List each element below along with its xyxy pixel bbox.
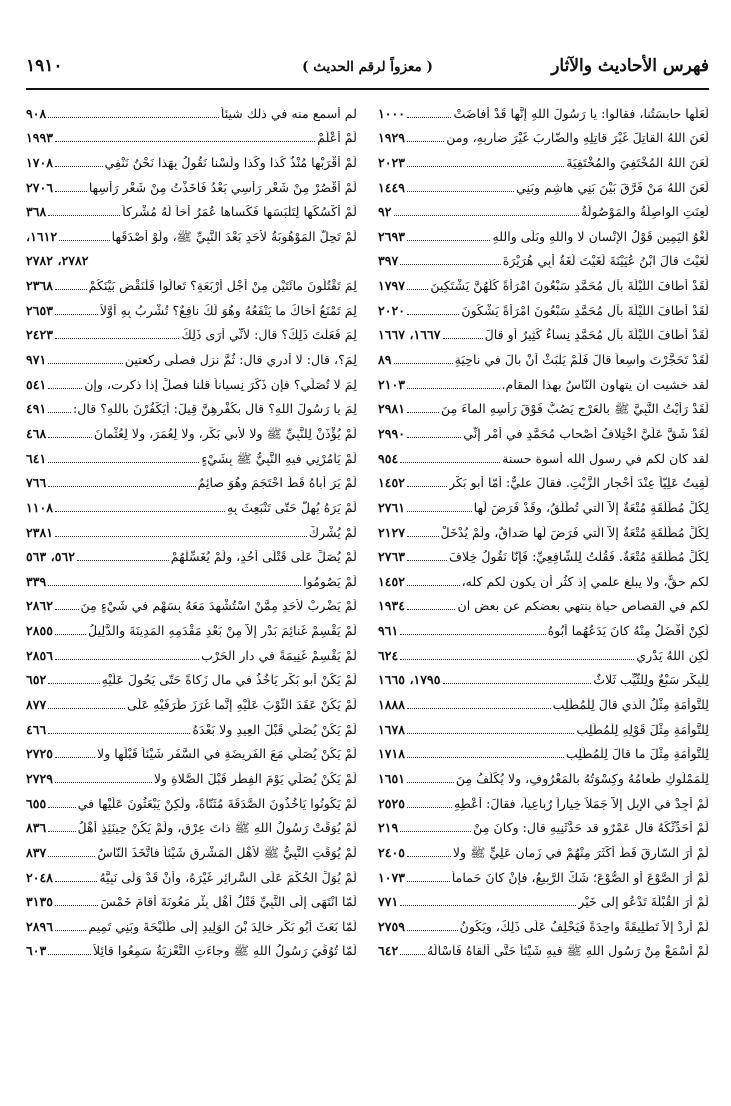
hadith-number: ٩٥٤ (378, 450, 399, 466)
dot-leader (407, 141, 444, 142)
entry-text: لَمْ يَأْمُرْنِي فيهِ النَّبِيُّ ﷺ بِشَيْءٍ (201, 451, 357, 466)
dot-leader (55, 881, 97, 882)
entry-text: لقد خشيت ان يتهاون النّاسُ بهذا المقام. (501, 377, 709, 392)
hadith-number: ١٤٥٢ (378, 573, 406, 589)
entry-text: لَمْ أَعْلَمْ (317, 131, 357, 146)
entry-text: لِكُلِّ مُطَلَّقَةٍ مُتْعَةٌ. فَقُلْتُ لِلشّافِعِيِّ: فَإنّا نَقُولُ خِلافَ (448, 550, 709, 565)
entry-text: لكم في القصاص حياة ينتهي بعضكم عن بعض ان (457, 599, 709, 614)
hadith-number: ٢٧٢٩ (26, 770, 54, 786)
dot-leader (55, 634, 86, 635)
index-entry (26, 540, 357, 565)
hadith-number: ٢١٩ (378, 820, 399, 836)
hadith-number: ١١٠٨ (26, 499, 54, 515)
hadith-number: ٢٦٥٣ (26, 302, 54, 318)
dot-leader (407, 881, 450, 882)
index-entry (378, 96, 709, 121)
dot-leader (48, 733, 190, 734)
entry-text: لَمْ أَكْسُكَها لِتَلْبَسَها فَكَساها عُمَرُ أَخاً لَهُ مُشْرِكاً (122, 205, 357, 220)
dot-leader (407, 708, 551, 709)
dot-leader (394, 363, 453, 364)
index-entry (378, 638, 709, 663)
dot-leader (59, 240, 110, 241)
hadith-number: ٩٠٨ (26, 105, 47, 121)
hadith-number: ١٩٣٤ (378, 598, 406, 614)
dot-leader (48, 856, 95, 857)
entry-text: لَمْ يَصُومُوا (303, 574, 357, 589)
dot-leader (55, 609, 78, 610)
dot-leader (55, 905, 98, 906)
dot-leader (400, 831, 471, 832)
dot-leader (48, 363, 123, 364)
index-entry (26, 811, 357, 836)
index-entry (378, 811, 709, 836)
dot-leader (48, 831, 75, 832)
dot-leader (394, 215, 579, 216)
hadith-number: ٨٣٦ (26, 820, 47, 836)
dot-leader (443, 683, 592, 684)
index-entry (378, 934, 709, 959)
hadith-number: ٩٧١ (26, 352, 47, 368)
index-entry (378, 589, 709, 614)
dot-leader (48, 437, 92, 438)
hadith-number: ١٠٠٠ (378, 105, 406, 121)
entry-text: لم أسمع منه في ذلك شيئاً (220, 106, 357, 121)
entry-text: لِمَ تَقْتُلُونَ مائَتَيْنِ مِنْ أَجْلِ أَرْبَعَةٍ؟ تَعالَوا فَلْنَقْضِ بَيْنَكُمْ (88, 279, 357, 294)
dot-leader (48, 388, 82, 389)
dot-leader (48, 807, 75, 808)
hadith-number: ٢٣٦٨ (26, 278, 54, 294)
entry-text: لقد كان لكم في رسول الله أسوة حسنة (502, 451, 709, 466)
index-entry (26, 145, 357, 170)
dot-leader (55, 141, 315, 142)
hadith-number: ٢٧٨٢، ٢٧٨٢ (26, 253, 89, 269)
dot-leader (407, 782, 454, 783)
dot-leader (400, 954, 425, 955)
index-entry (378, 318, 709, 343)
page-number: ١٩١٠ (26, 56, 63, 76)
dot-leader (407, 930, 458, 931)
entry-text: لَمْ أَرَ السّارِقَ قَطُّ أكْثَرَ مِنْهُمْ في زَمانِ عَلِيٍّ ﷺ ولا (452, 845, 709, 860)
dot-leader (407, 609, 455, 610)
dot-leader (55, 659, 199, 660)
hadith-number: ٢٨٥٥ (26, 623, 54, 639)
entry-text: لَمّا تُوُفِّيَ رَسُولُ اللهِ ﷺ وجاءَتِ التَّعْزِيَةُ سَمِعُوا قائِلاً (93, 944, 357, 959)
dot-leader (55, 511, 225, 512)
entry-text: لَقَدْ أَطافَ اللَّيْلَةَ بآلِ مُحَمَّدٍ سَبْعُونَ امْرَأةً يَشْكُونَ (461, 303, 709, 318)
index-entry (378, 392, 709, 417)
hadith-number: ١٦٦٧، ١٦٦٧ (378, 327, 441, 343)
entry-text: لَمْ تَحِلَّ المَوْهُوبَةُ لأحَدٍ بَعْدَ النَّبِيِّ ﷺ، ولَوْ أَصْدَقَها (111, 229, 357, 244)
hadith-number: ١٩٩٣ (26, 130, 54, 146)
dot-leader (407, 757, 564, 758)
entry-text: لَقَدْ شَقَّ عَلَيَّ اخْتِلافُ أَصْحابِ مُحَمَّدٍ في أَمْرٍ إنِّي (463, 426, 709, 441)
dot-leader (407, 388, 499, 389)
dot-leader (407, 437, 461, 438)
entry-text: لَمْ أَسْمَعْ مِنْ رَسُولِ اللهِ ﷺ فيهِ شَيْئاً حَتَّى أَلْقاهُ فَأَسْأَلَهُ (426, 944, 709, 959)
hadith-number: ٢٤٢٣ (26, 327, 54, 343)
entry-text: لَمْ يَكُنْ يُصَلِّي يَوْمَ الفِطْرِ قَبْلَ الصَّلاةِ ولا (153, 771, 357, 786)
entry-text: لَكِنِ اللهُ يَدْرِي (636, 648, 709, 663)
entry-text: لِلتَّوأمَةِ مِثْلُ الَّذي قالَ لِلْمُطَّلِبِ (552, 698, 709, 713)
hadith-number: ٢٧٥٩ (378, 918, 406, 934)
index-entry (26, 219, 357, 244)
hadith-number: ٢٦٩٣ (378, 228, 406, 244)
entry-text: لَمّا بَعَثَ أبُو بَكْرٍ خالِدَ بْنَ الوَلِيدِ إلَى طُلَيْحَةَ وبَنِي تَمِيمٍ (88, 919, 357, 934)
hadith-number: ٣٩٧ (378, 253, 399, 269)
index-entry (26, 909, 357, 934)
entry-text: لَمْ يَكُنْ عَقَدَ الثَّوْبَ عَلَيْهِ إنَّما غَرَزَ طَرَفَيْهِ عَلَى (127, 698, 357, 713)
entry-text: لِلتَّوأمَةِ مِثْلَ ما قالَ لِلْمُطَّلِبِ (565, 747, 709, 762)
dot-leader (55, 191, 87, 192)
hadith-number: ١٦١٢، (26, 228, 58, 244)
index-entry (378, 416, 709, 441)
hadith-number: ٦٠٣ (26, 943, 47, 959)
hadith-number: ١٦٧٨ (378, 721, 406, 737)
index-entry (26, 342, 357, 367)
entry-text: لَمْ أَرَ الصَّوْعَ أو الصُّوْعَ؛ شَكَّ الرَّبِيعُ، فإنْ كانَ حَماماً (451, 870, 709, 885)
entry-text: لِمَ فَعَلْتَ ذَلِكَ؟ قال: لأنِّي أرَى ذَلِكَ (181, 328, 357, 343)
entry-text: لَقَدْ تَحَجَّرْتَ واسِعاً قالَ فَلَمْ يَلْبَثْ أَنْ بالَ في ناحِيَةِ (454, 353, 709, 368)
entry-text: لِكُلِّ مُطَلَّقَةٍ مُتْعَةٌ إلاَّ الَّتي تُطَلَّقُ، وقَدْ فَرَضَ لَها (473, 500, 709, 515)
dot-leader (400, 634, 545, 635)
entry-text: لَمْ يَقْسِمْ غَنائِمَ بَدْرٍ إلاّ مِنْ بَعْدِ مَقْدَمِهِ المَدِينَةَ والدَّلِيلُ (88, 624, 357, 639)
dot-leader (407, 536, 438, 537)
index-entry (378, 613, 709, 638)
index-entry (26, 466, 357, 491)
entry-text: لَمْ يَضْرِبْ لأحَدٍ مِمَّنْ اسْتُشْهِدَ مَعَهُ بِسَهْمٍ في شَيْءٍ مِنَ (80, 599, 357, 614)
dot-leader (48, 954, 91, 955)
index-entry (378, 244, 709, 269)
entry-text: لَمْ أَقْصُرْ مِنْ شَعْرِ رَأْسِي بَعْدُ فَأَخَذْتُ مِنْ شَعْرِ رَأْسِها (88, 180, 357, 195)
entry-text: لَمْ أجِدْ في الإبِلِ إلاّ جَمَلاً خِياراً رُباعِياً، فقالَ: أعْطِهِ (453, 796, 709, 811)
index-entry (26, 638, 357, 663)
hadith-number: ٧٧١ (378, 894, 399, 910)
index-entry (26, 490, 357, 515)
hadith-number: ٢١٢٧ (378, 524, 406, 540)
hadith-number: ١٠٧٣ (378, 869, 406, 885)
entry-text: لَمْ يَكُونُوا يَأْخُذُونَ الصَّدَقَةَ مُثَنّاةً، ولَكِنْ يَبْعَثُونَ عَلَيْها في (77, 796, 357, 811)
hadith-number: ٨٣٧ (26, 844, 47, 860)
entry-text: لَمّا انْتَهَى إلَى النَّبِيِّ قَتْلُ أَهْلِ بِئْرِ مَعُونَةَ أقامَ خَمْسَ (100, 895, 357, 910)
index-entry (378, 219, 709, 244)
index-entry (378, 687, 709, 712)
index-entry (26, 564, 357, 589)
entry-text: لِلْبِكْرِ سَبْعٌ ولِلثَّيِّبِ ثَلاثٌ (593, 673, 709, 688)
dot-leader (55, 536, 307, 537)
index-entry (378, 909, 709, 934)
hadith-number: ٦٥٥ (26, 795, 47, 811)
dot-leader (55, 289, 87, 290)
dot-leader (55, 782, 152, 783)
hadith-number: ٢٤٠٥ (378, 844, 406, 860)
hadith-number: ٢٣٨١ (26, 524, 54, 540)
dot-leader (55, 757, 95, 758)
hadith-number: ٢٧٦١ (378, 499, 406, 515)
hadith-number: ١٩٢٩ (378, 130, 406, 146)
entry-text: لَمْ يَكُنْ يُصَلِّي مَعَ الفَرِيضَةِ في السَّفَرِ شَيْئاً قَبْلَها ولا (97, 747, 357, 762)
dot-leader (48, 585, 301, 586)
index-entry (378, 712, 709, 737)
entry-text: لكم حقٌّ، ولا يبلغ علمي إذ كثُر أن يكون لكم كله، (461, 574, 709, 589)
entry-text: لِلتَّوأمَةِ مِثْلَ قَوْلِهِ لِلْمُطَّلِبِ (576, 722, 709, 737)
index-entry (378, 195, 709, 220)
entry-text: لَعَنَ اللهُ القاتِلَ غَيْرَ قاتِلِهِ والضّارِبَ غَيْرَ ضارِبِهِ، ومن (446, 131, 709, 146)
entry-text: لِمَ؟، قال: لا أدري قال: ثُمَّ نزل فصلّى ركعتين (124, 353, 357, 368)
index-entry (26, 885, 357, 910)
hadith-number: ٣٦٨ (26, 204, 47, 220)
index-entry (378, 835, 709, 860)
entry-text: لَمْ يُوَقِّتْ رَسُولُ اللهِ ﷺ ذاتَ عِرْقٍ، ولَمْ يَكُنْ حِينَئِذٍ أَهْلُ (77, 821, 357, 836)
hadith-number: ٢٠٢٠ (378, 302, 406, 318)
entry-text: لَغْوُ اليَمِينِ قَوْلُ الإنْسانِ لا واللهِ وبَلَى واللهِ (492, 229, 709, 244)
entry-text: لَمْ يُوَلِّ الحُكْمَ عَلَى السَّرائِرِ غَيْرَهُ، وأَنْ قَدْ وَلَّى نَبِيَّهُ (99, 870, 357, 885)
hadith-number: ٤٩١ (26, 401, 47, 417)
hadith-number: ٦٢٤ (378, 647, 399, 663)
index-entry (26, 441, 357, 466)
index-entry (378, 737, 709, 762)
index-entry (26, 195, 357, 220)
entry-text: لِمَ يا رَسُولَ اللهِ؟ قال بكُفْرِهِنَّ قِيلَ: أيَكْفُرْنَ باللهِ؟ قال: (73, 402, 357, 417)
index-entry (26, 589, 357, 614)
hadith-number: ٦٤٢ (378, 943, 399, 959)
index-entry (26, 934, 357, 959)
hadith-number: ٢٠٢٣ (378, 154, 406, 170)
dot-leader (48, 683, 99, 684)
index-entry (378, 786, 709, 811)
index-entry (26, 170, 357, 195)
entry-text: لَمْ يَكُنْ يُصَلِّي قَبْلَ العِيدِ ولا بَعْدَهُ (192, 722, 357, 737)
hadith-number: ١٤٤٩ (378, 179, 406, 195)
dot-leader (407, 314, 459, 315)
entry-text: لَقَدْ رَأَيْتُ النَّبِيَّ ﷺ بالعَرْجِ يَصُبُّ فَوْقَ رَأْسِهِ الماءَ مِنَ (441, 402, 709, 417)
hadith-number: ١٧١٨ (378, 746, 406, 762)
entry-text: لَمْ يُوَقِّتِ النَّبِيُّ ﷺ لأهْلِ المَشْرِقِ شَيْئاً فاتَّخَذَ النّاسُ (97, 845, 357, 860)
dot-leader (407, 856, 451, 857)
index-entry (26, 712, 357, 737)
entry-text: لَمْ يَرَهُ يُهِلُّ حَتّى تَنْبَعِثَ بِهِ (226, 500, 357, 515)
dot-leader (48, 486, 195, 487)
hadith-number: ٦٤١ (26, 450, 47, 466)
hadith-number: ١٤٥٢ (378, 475, 406, 491)
entry-text: لَمْ يَقْسِمْ غَنِيمَةً في دارِ الحَرْبِ (201, 648, 357, 663)
dot-leader (407, 733, 574, 734)
dot-leader (407, 486, 447, 487)
entry-text: لَمْ يَرَ أباهُ قَطُّ احْتَجَمَ وهُوَ صائِمٌ (197, 476, 357, 491)
hadith-number: ٢٨٥٦ (26, 647, 54, 663)
hadith-number: ٢٧٠٦ (26, 179, 54, 195)
hadith-number: ٢٩٩٠ (378, 425, 406, 441)
index-entry (26, 737, 357, 762)
index-entry (26, 613, 357, 638)
dot-leader (48, 708, 125, 709)
hadith-number: ٦٥٢ (26, 672, 47, 688)
index-entry (26, 515, 357, 540)
hadith-number: ٢٧٢٥ (26, 746, 54, 762)
entry-text: لَغَيْتَ قالَ ابْنُ عُيَيْنَةَ لَغَيْتَ لُغَةُ أَبِي هُرَيْرَةَ (502, 254, 709, 269)
hadith-number: ٩٦١ (378, 623, 399, 639)
entry-text: لَمْ يُؤْذَنْ لِلنَّبِيِّ ﷺ ولا لأبي بَكْرٍ، ولا لِعُمَرَ، ولا لِعُثْمانَ (93, 426, 357, 441)
hadith-number: ٢٨٩٦ (26, 918, 54, 934)
hadith-number: ١٧٩٧ (378, 278, 406, 294)
entry-text: لَقَدْ أَطافَ اللَّيْلَةَ بآلِ مُحَمَّدٍ سَبْعُونَ امْرَأةً كُلُّهُنَّ يَشْتَكِينَ (430, 279, 709, 294)
index-entry (378, 441, 709, 466)
index-entry (378, 293, 709, 318)
hadith-number: ٤٦٨ (26, 425, 47, 441)
index-entry (378, 342, 709, 367)
entry-text: لَمْ أقْرَبْها مُنْذُ كَذا وكَذا ولَسْنا نَقُولُ بِهَذا نَحْنُ نَنْفِي (104, 155, 357, 170)
hadith-number: ٨٩ (378, 352, 392, 368)
hadith-number: ١٧٠٨ (26, 154, 54, 170)
hadith-number: ٣١٣٥ (26, 894, 54, 910)
entry-text: لَقِيتُ عَلِيّاً عِنْدَ أحْجارِ الزَّيْتِ. فقالَ عليٌّ: أمّا أبو بَكْرٍ (449, 476, 709, 491)
index-entry (378, 515, 709, 540)
entry-text: لِمَ تَمْنَعُ أَخاكَ ما يَنْفَعُهُ وهُوَ لَكَ نافِعٌ؟ تُشْرِبُ بِهِ أوَّلاً (99, 303, 357, 318)
hadith-number: ١٧٩٥، ١٦٦٥ (378, 672, 441, 688)
dot-leader (48, 215, 120, 216)
entry-text: لِكُلِّ مُطَلَّقَةٍ مُتْعَةٌ إلاَّ الَّتي فَرَضَ لَها صَداقٌ، ولَمْ يُدْخَلْ (440, 525, 709, 540)
hadith-number: ٢١٠٣ (378, 376, 406, 392)
hadith-number: ٩٢ (378, 204, 392, 220)
index-entry (26, 663, 357, 688)
index-entry (26, 244, 357, 269)
dot-leader (407, 191, 514, 192)
dot-leader (407, 240, 490, 241)
entry-text: لِمَ لا تُصَلِّي؟ فإن ذَكَرَ نِسياناً قلنا فصلِّ إذا ذكرت، وإن (84, 377, 357, 392)
index-entry (26, 268, 357, 293)
dot-leader (407, 117, 451, 118)
index-subtitle: ( معزواً لرقم الحديث ) (302, 59, 433, 75)
index-page (26, 56, 709, 1084)
index-entry (378, 761, 709, 786)
index-entry (26, 96, 357, 121)
entry-text: لِلْمَمْلُوكِ طَعامُهُ وكِسْوَتُهُ بالمَعْرُوفِ، ولا يُكَلَّفُ مِنَ (455, 771, 709, 786)
dot-leader (407, 511, 472, 512)
index-entry (26, 786, 357, 811)
dot-leader (407, 585, 460, 586)
dot-leader (55, 166, 102, 167)
entry-text: لَمْ أُرِدْ إلاّ تَطْلِيقَةً واحِدَةً فَيَحْلِفُ عَلَى ذَلِكَ، ويَكُونُ (459, 919, 709, 934)
entry-text: لَمْ أُحَدِّثْكَهُ قال عَمْرٌو قد حَدَّثَنِيهِ قال: وكانَ مِنْ (473, 821, 709, 836)
index-entry (378, 860, 709, 885)
dot-leader (400, 264, 500, 265)
index-title: فهرس الأحاديث والآثار (551, 56, 709, 76)
dot-leader (400, 462, 500, 463)
index-entry (378, 885, 709, 910)
dot-leader (407, 412, 439, 413)
index-entry (378, 564, 709, 589)
index-entry (378, 145, 709, 170)
index-entry (26, 293, 357, 318)
dot-leader (400, 905, 576, 906)
index-entry (26, 392, 357, 417)
index-entry (26, 835, 357, 860)
hadith-number: ٥٤١ (26, 376, 47, 392)
index-entry (378, 540, 709, 565)
dot-leader (443, 338, 483, 339)
index-columns (26, 96, 709, 1082)
hadith-number: ٥٦٢، ٥٦٣ (26, 549, 76, 565)
index-entry (378, 466, 709, 491)
hadith-number: ٢٧٦٣ (378, 549, 406, 565)
entry-text: لَمْ يَكُنْ أبو بَكْرٍ يَأْخُذُ في مالٍ زَكاةً حَتّى يَحُولَ عَلَيْهِ (101, 673, 357, 688)
index-entry (378, 121, 709, 146)
hadith-number: ٢٥٢٥ (378, 795, 406, 811)
index-entry (378, 490, 709, 515)
hadith-number: ١٨٨٨ (378, 697, 406, 713)
entry-text: لَمْ يُصَلِّ عَلَى قَتْلَى أُحُدٍ، ولَمْ يُغَسِّلْهُمْ (170, 550, 357, 565)
entry-text: لَعَنَ اللهُ المُخْتَفِيَ والمُخْتَفِيَةَ (566, 155, 709, 170)
index-entry (378, 170, 709, 195)
entry-text: لَعَنَ اللهُ مَنْ فَرَّقَ بَيْنَ بَنِي هاشِمٍ وبَنِي (516, 180, 709, 195)
entry-text: لَعَلَّها حابسَتُنا، فقالوا: يا رَسُولَ اللهِ إنَّها قَدْ أفاضَتْ (453, 106, 709, 121)
index-entry (378, 367, 709, 392)
hadith-number: ٢٩٨١ (378, 401, 406, 417)
dot-leader (407, 560, 447, 561)
entry-text: لُعِنَتِ الواصِلَةُ والمَوْصُولَةُ (580, 205, 709, 220)
index-entry (26, 687, 357, 712)
hadith-number: ١٦٥١ (378, 770, 406, 786)
dot-leader (77, 560, 169, 561)
dot-leader (407, 807, 452, 808)
entry-text: لَمْ أَرَ القُبْلَةَ تَدْعُو إلى خَيْرٍ (578, 895, 709, 910)
dot-leader (55, 930, 86, 931)
header-rule (26, 88, 709, 90)
entry-text: لَكِنْ أَفْضَلُ مِنْهُ كانَ يَدَعُهُما أَبُوهُ (547, 624, 709, 639)
dot-leader (48, 117, 219, 118)
dot-leader (48, 412, 71, 413)
index-entry (26, 318, 357, 343)
index-entry (26, 121, 357, 146)
entry-text: لَمْ يُشْرِكْ (308, 525, 357, 540)
hadith-number: ٤٦٦ (26, 721, 47, 737)
index-entry (26, 761, 357, 786)
dot-leader (48, 462, 199, 463)
hadith-number: ٣٣٩ (26, 573, 47, 589)
hadith-number: ٨٧٧ (26, 697, 47, 713)
index-entry (26, 367, 357, 392)
dot-leader (400, 659, 634, 660)
left-column (26, 96, 357, 1082)
hadith-number: ٧٦٦ (26, 475, 47, 491)
dot-leader (55, 338, 179, 339)
entry-text: لَقَدْ أَطافَ اللَّيْلَةَ بآلِ مُحَمَّدٍ نِساءٌ كَثِيرٌ أو قالَ (484, 328, 709, 343)
dot-leader (407, 166, 564, 167)
index-entry (26, 860, 357, 885)
hadith-number: ٢٨٦٢ (26, 598, 54, 614)
index-entry (378, 268, 709, 293)
right-column (378, 96, 709, 1082)
index-entry (378, 663, 709, 688)
hadith-number: ٢٠٤٨ (26, 869, 54, 885)
index-entry (26, 416, 357, 441)
dot-leader (55, 314, 98, 315)
dot-leader (407, 289, 428, 290)
page-header (26, 56, 709, 86)
